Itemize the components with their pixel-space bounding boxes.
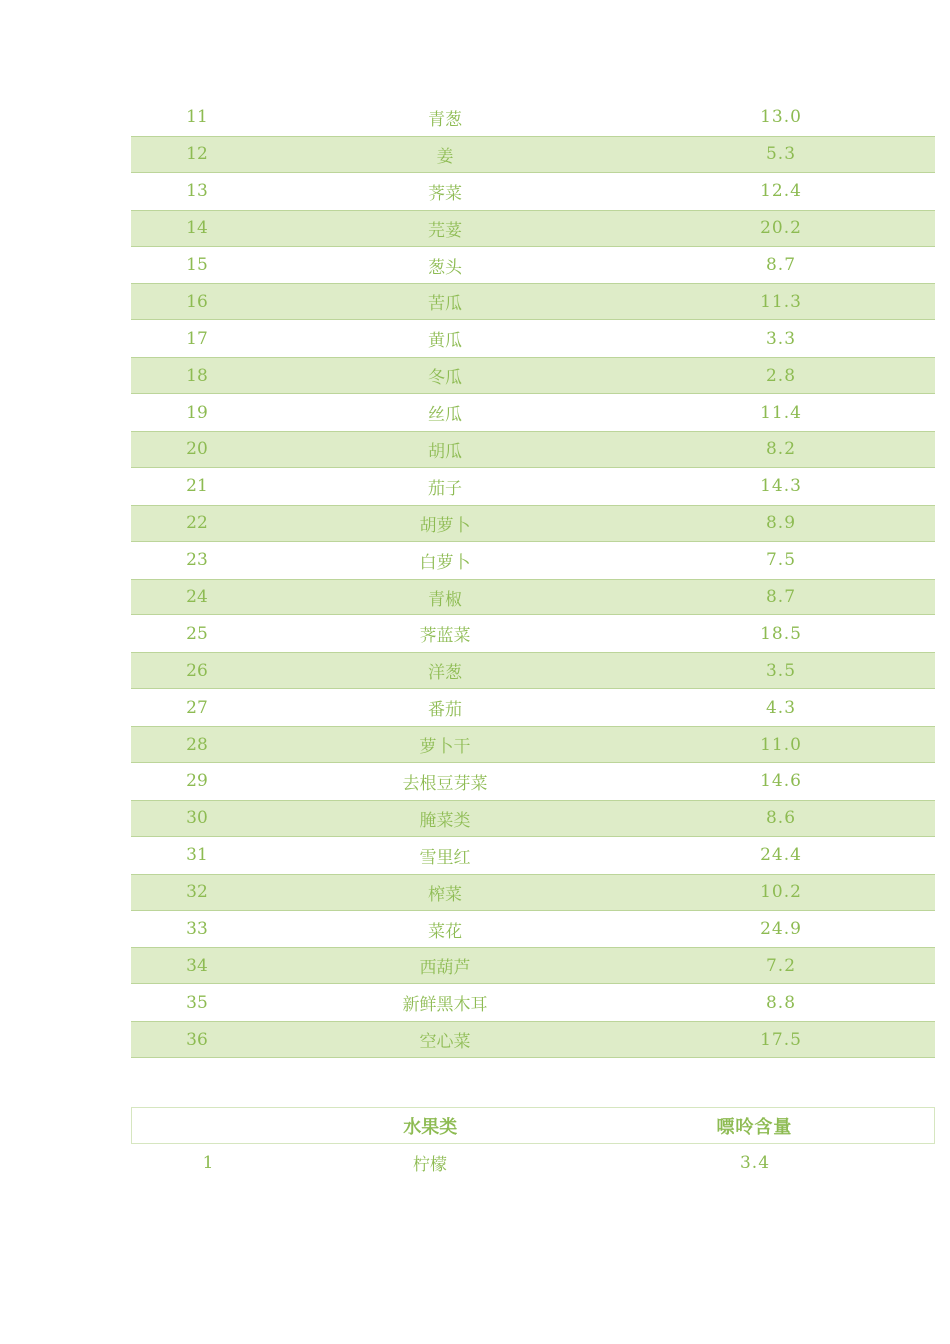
purine-value: 11.4 xyxy=(760,402,802,423)
row-number: 33 xyxy=(186,919,208,940)
purine-value: 17.5 xyxy=(760,1029,802,1050)
header-purine-content: 嘌呤含量 xyxy=(716,1116,793,1138)
row-number: 15 xyxy=(186,255,208,275)
row-number: 22 xyxy=(186,513,208,534)
table-row xyxy=(131,468,935,505)
purine-value: 8.2 xyxy=(765,439,797,460)
table-row xyxy=(131,394,935,431)
table-row xyxy=(131,726,935,763)
row-number: 11 xyxy=(186,107,208,128)
food-name: 苦瓜 xyxy=(428,294,462,315)
row-number: 34 xyxy=(186,955,208,976)
row-number: 23 xyxy=(186,550,208,571)
food-name: 雪里红 xyxy=(419,847,471,868)
row-number: 20 xyxy=(186,439,208,460)
food-name: 空心菜 xyxy=(419,1032,471,1053)
table-row xyxy=(131,800,935,837)
purine-value: 20.2 xyxy=(760,218,802,239)
food-name: 荠菜 xyxy=(428,183,462,204)
row-number: 31 xyxy=(186,845,208,866)
row-number: 18 xyxy=(186,365,208,386)
row-number: 13 xyxy=(186,181,208,202)
table-row xyxy=(131,1021,935,1058)
food-name: 荠蓝菜 xyxy=(419,626,471,647)
purine-value: 3.4 xyxy=(739,1152,771,1173)
table-row xyxy=(131,652,935,689)
vegetable-purine-table xyxy=(131,99,935,1058)
row-number: 19 xyxy=(186,402,208,423)
fruit-purine-table xyxy=(131,1107,935,1181)
food-name: 番茄 xyxy=(428,700,462,721)
row-number: 30 xyxy=(186,808,208,829)
table-row xyxy=(131,947,935,984)
table-row xyxy=(131,615,935,652)
row-number: 1 xyxy=(202,1152,214,1173)
row-number: 24 xyxy=(186,587,208,608)
table-row xyxy=(131,1144,935,1181)
row-number: 32 xyxy=(186,882,208,903)
table-row xyxy=(131,357,935,394)
food-name: 芫荽 xyxy=(428,220,462,241)
row-number: 12 xyxy=(186,144,208,165)
row-number: 27 xyxy=(186,697,208,718)
row-number: 17 xyxy=(186,328,208,349)
table-row xyxy=(131,283,935,320)
purine-value: 11.0 xyxy=(760,734,802,755)
row-number: 21 xyxy=(186,476,208,497)
table-row xyxy=(131,689,935,726)
purine-value: 14.3 xyxy=(760,476,802,497)
table-row xyxy=(131,210,935,247)
food-name: 胡萝卜 xyxy=(419,515,471,536)
table-row xyxy=(131,542,935,579)
row-number: 26 xyxy=(186,660,208,681)
table-row xyxy=(131,763,935,800)
food-name: 葱头 xyxy=(428,257,462,278)
purine-value: 8.9 xyxy=(765,513,797,534)
header-fruit-category: 水果类 xyxy=(403,1116,458,1138)
table-row xyxy=(131,320,935,357)
purine-value: 7.5 xyxy=(765,550,797,571)
purine-value: 24.9 xyxy=(760,919,802,940)
table-row xyxy=(131,173,935,210)
purine-value: 8.8 xyxy=(765,992,797,1013)
table-row xyxy=(131,136,935,173)
table-row xyxy=(131,984,935,1021)
table-row xyxy=(131,837,935,874)
purine-value: 8.6 xyxy=(765,808,797,829)
table-row xyxy=(131,874,935,911)
food-name: 柠檬 xyxy=(413,1155,447,1175)
row-number: 25 xyxy=(186,623,208,644)
food-name: 青椒 xyxy=(428,589,462,610)
purine-value: 10.2 xyxy=(760,882,802,903)
food-name: 冬瓜 xyxy=(428,368,462,389)
purine-value: 4.3 xyxy=(765,697,797,718)
purine-value: 13.0 xyxy=(760,107,802,128)
row-number: 14 xyxy=(186,218,208,239)
food-name: 新鲜黑木耳 xyxy=(402,995,488,1016)
food-name: 丝瓜 xyxy=(428,405,462,426)
purine-value: 3.5 xyxy=(765,660,797,681)
table-row xyxy=(131,431,935,468)
purine-value: 8.7 xyxy=(765,255,797,275)
row-number: 29 xyxy=(186,771,208,792)
food-name: 黄瓜 xyxy=(428,331,462,352)
row-number: 35 xyxy=(186,992,208,1013)
purine-value: 11.3 xyxy=(760,291,802,312)
food-name: 姜 xyxy=(436,146,454,167)
food-name: 去根豆芽菜 xyxy=(402,773,488,794)
purine-value: 24.4 xyxy=(760,845,802,866)
food-name: 萝卜干 xyxy=(419,737,471,758)
purine-value: 12.4 xyxy=(760,181,802,202)
purine-value: 18.5 xyxy=(760,623,802,644)
table-row xyxy=(131,505,935,542)
food-name: 青葱 xyxy=(428,109,462,130)
food-name: 西葫芦 xyxy=(419,958,471,979)
purine-value: 5.3 xyxy=(765,144,797,165)
row-number: 16 xyxy=(186,291,208,312)
purine-value: 7.2 xyxy=(765,955,797,976)
table-row xyxy=(131,911,935,948)
row-number: 28 xyxy=(186,734,208,755)
food-name: 腌菜类 xyxy=(419,810,471,831)
food-name: 白萝卜 xyxy=(419,552,471,573)
food-name: 洋葱 xyxy=(428,663,462,684)
food-name: 茄子 xyxy=(428,478,462,499)
food-name: 菜花 xyxy=(428,921,462,942)
purine-value: 2.8 xyxy=(765,365,797,386)
purine-value: 8.7 xyxy=(765,587,797,608)
table-row xyxy=(131,247,935,284)
food-name: 胡瓜 xyxy=(428,441,462,462)
table-row xyxy=(131,99,935,136)
food-name: 榨菜 xyxy=(428,884,462,905)
table-row xyxy=(131,579,935,616)
purine-value: 3.3 xyxy=(765,328,797,349)
purine-value: 14.6 xyxy=(760,771,802,792)
fruit-table-header xyxy=(131,1107,935,1144)
row-number: 36 xyxy=(186,1029,208,1050)
